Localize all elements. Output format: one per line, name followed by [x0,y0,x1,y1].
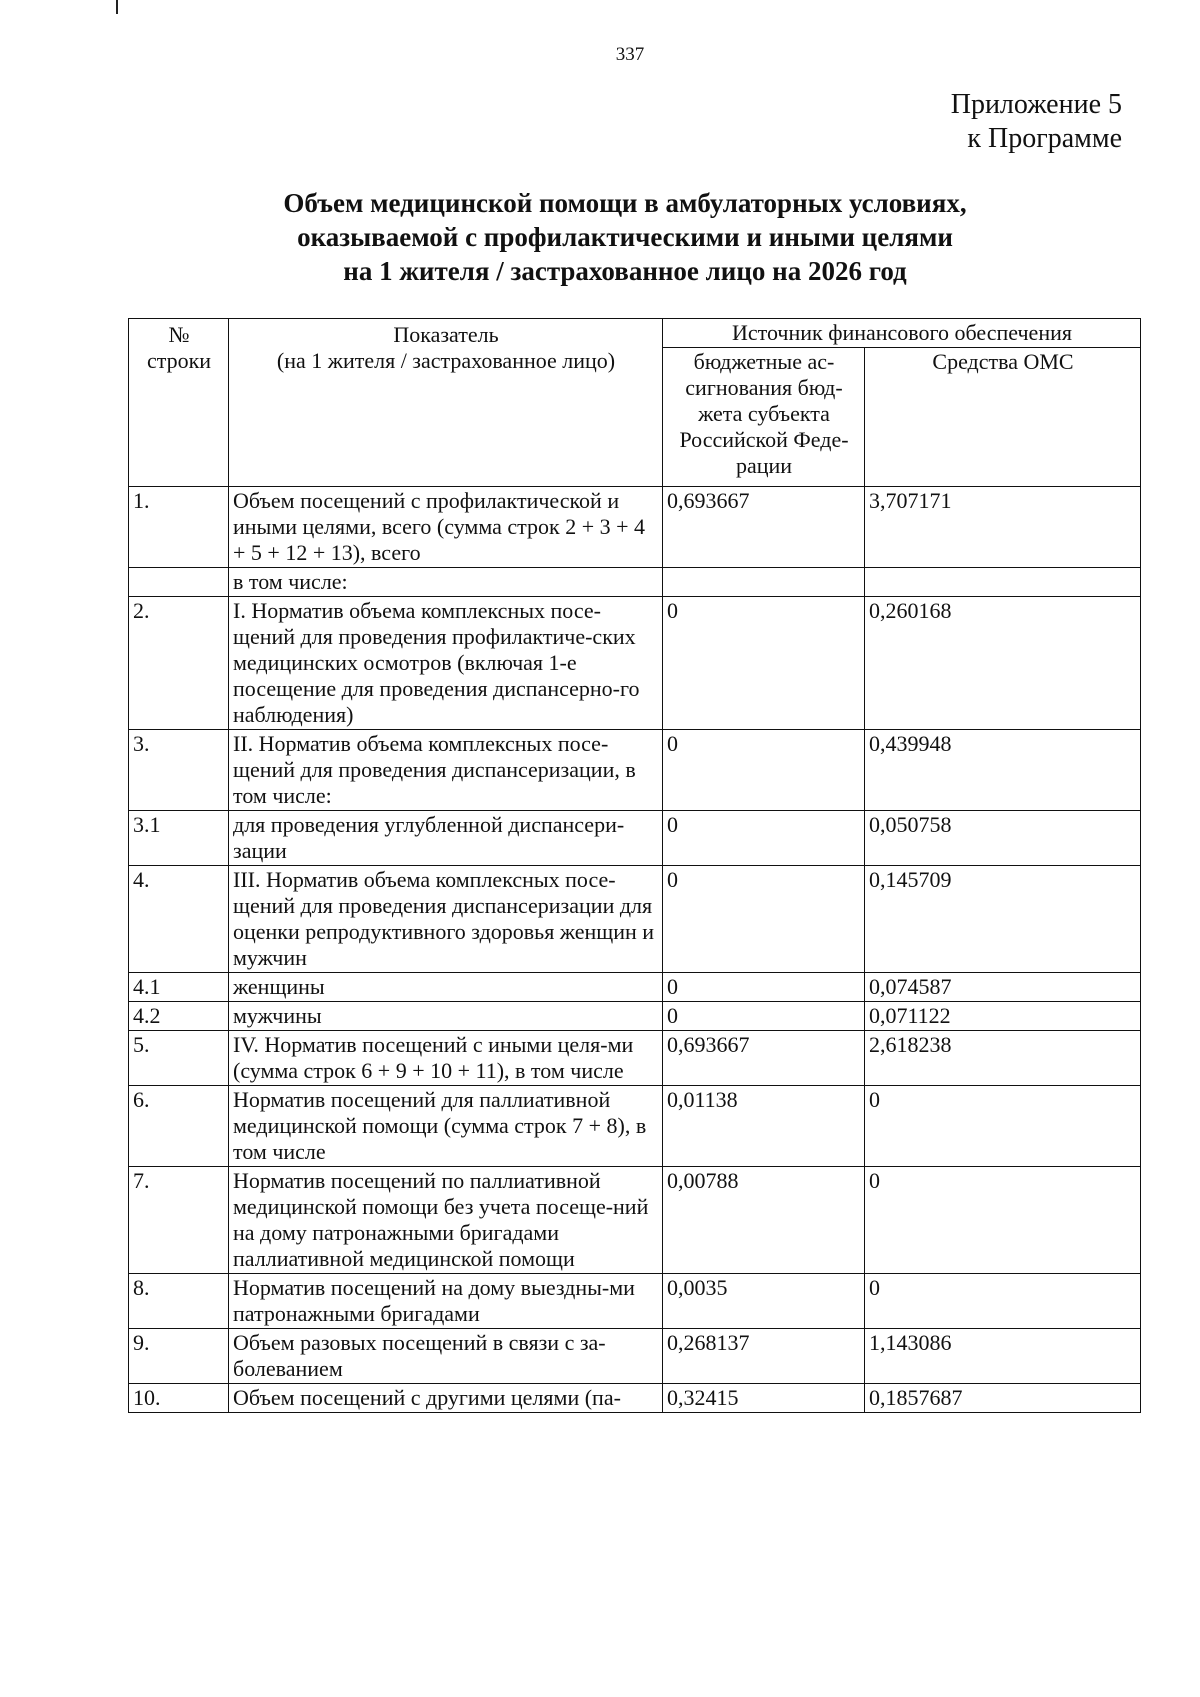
budget-value-cell: 0 [663,1002,865,1031]
oms-value-cell: 0 [865,1274,1141,1329]
document-title [120,186,1130,288]
oms-value-cell: 0,1857687 [865,1384,1141,1413]
table-body [129,487,1141,1413]
table-row [129,1086,1141,1167]
budget-value-cell: 0,693667 [663,487,865,568]
appendix-label [951,88,1122,156]
oms-value-cell: 0 [865,1086,1141,1167]
table-header-row-1 [129,319,1141,348]
appendix-line-1: Приложение 5 [950,89,1122,120]
row-number-cell: 4.1 [129,973,229,1002]
table-row [129,1384,1141,1413]
title-line-2: оказываемой с профилактическими и иными целями [297,222,953,252]
indicator-cell: женщины [229,973,663,1002]
page-number: 337 [615,44,645,65]
budget-value-cell: 0,693667 [663,1031,865,1086]
budget-value-cell: 0,00788 [663,1167,865,1274]
indicator-cell: I. Норматив объема комплексных посе-щений для проведения профилактиче-ских медицинских осмотров (включая 1-е посещение для проведения диспансерно-го наблюдения) [229,597,663,730]
budget-value-cell [663,568,865,597]
row-number-cell [129,568,229,597]
row-number-cell: 4.2 [129,1002,229,1031]
budget-value-cell: 0,32415 [663,1384,865,1413]
oms-value-cell: 0,050758 [865,811,1141,866]
row-number-cell: 4. [129,866,229,973]
header-row-number-line-1: № [168,322,190,347]
row-number-cell: 8. [129,1274,229,1329]
header-indicator [229,319,663,487]
indicator-cell: Норматив посещений для паллиативной медицинской помощи (сумма строк 7 + 8), в том числе [229,1086,663,1167]
table-row [129,1167,1141,1274]
title-line-3: на 1 жителя / застрахованное лицо на 2026 год [343,256,907,286]
table-row [129,1002,1141,1031]
indicator-cell: Объем посещений с профилактической и иными целями, всего (сумма строк 2 + 3 + 4 + 5 + 12 + 13), всего [229,487,663,568]
table-row [129,487,1141,568]
header-funding-source: Источник финансового обеспечения [663,319,1141,348]
row-number-cell: 5. [129,1031,229,1086]
budget-value-cell: 0 [663,973,865,1002]
table-row [129,730,1141,811]
row-number-cell: 3.1 [129,811,229,866]
header-indicator-line-1: Показатель [393,322,499,347]
table-row [129,1329,1141,1384]
oms-value-cell: 1,143086 [865,1329,1141,1384]
row-number-cell: 10. [129,1384,229,1413]
header-oms: Средства ОМС [865,348,1141,487]
indicator-cell: III. Норматив объема комплексных посе-щений для проведения диспансеризации для оценки репродуктивного здоровья женщин и мужчин [229,866,663,973]
row-number-cell: 2. [129,597,229,730]
budget-value-cell: 0 [663,597,865,730]
table-row [129,1274,1141,1329]
indicator-cell: Объем посещений с другими целями (па- [229,1384,663,1413]
indicator-cell: для проведения углубленной диспансери-зации [229,811,663,866]
table-row [129,597,1141,730]
budget-value-cell: 0 [663,730,865,811]
indicator-cell: IV. Норматив посещений с иными целя-ми (сумма строк 6 + 9 + 10 + 11), в том числе [229,1031,663,1086]
budget-value-cell: 0,0035 [663,1274,865,1329]
oms-value-cell: 0,071122 [865,1002,1141,1031]
budget-value-cell: 0,01138 [663,1086,865,1167]
oms-value-cell: 0,145709 [865,866,1141,973]
indicator-cell: Норматив посещений на дому выездны-ми патронажными бригадами [229,1274,663,1329]
table-row [129,973,1141,1002]
budget-value-cell: 0,268137 [663,1329,865,1384]
budget-value-cell: 0 [663,811,865,866]
header-row-number [129,319,229,487]
table-row [129,568,1141,597]
header-budget: бюджетные ас-сигнования бюд-жета субъекта Российской Феде-рации [663,348,865,487]
indicator-cell: Норматив посещений по паллиативной медицинской помощи без учета посеще-ний на дому патронажными бригадами паллиативной медицинской помощи [229,1167,663,1274]
header-row-number-line-2: строки [146,348,212,373]
title-line-1: Объем медицинской помощи в амбулаторных условиях, [283,188,967,218]
row-number-cell: 3. [129,730,229,811]
table-row [129,1031,1141,1086]
indicator-cell: мужчины [229,1002,663,1031]
oms-value-cell: 3,707171 [865,487,1141,568]
indicator-cell: в том числе: [229,568,663,597]
row-number-cell: 9. [129,1329,229,1384]
table-row [129,811,1141,866]
indicator-cell: Объем разовых посещений в связи с за-болеванием [229,1329,663,1384]
oms-value-cell: 0,260168 [865,597,1141,730]
oms-value-cell: 0,439948 [865,730,1141,811]
oms-value-cell: 0 [865,1167,1141,1274]
row-number-cell: 1. [129,487,229,568]
row-number-cell: 6. [129,1086,229,1167]
oms-value-cell: 2,618238 [865,1031,1141,1086]
table-row [129,866,1141,973]
header-indicator-line-2: (на 1 жителя / застрахованное лицо) [276,348,616,373]
oms-value-cell: 0,074587 [865,973,1141,1002]
scan-edge-mark [116,0,118,14]
indicator-cell: II. Норматив объема комплексных посе-щений для проведения диспансеризации, в том числе: [229,730,663,811]
row-number-cell: 7. [129,1167,229,1274]
oms-value-cell [865,568,1141,597]
budget-value-cell: 0 [663,866,865,973]
volume-table [128,318,1141,1413]
appendix-line-2: к Программе [967,123,1122,154]
